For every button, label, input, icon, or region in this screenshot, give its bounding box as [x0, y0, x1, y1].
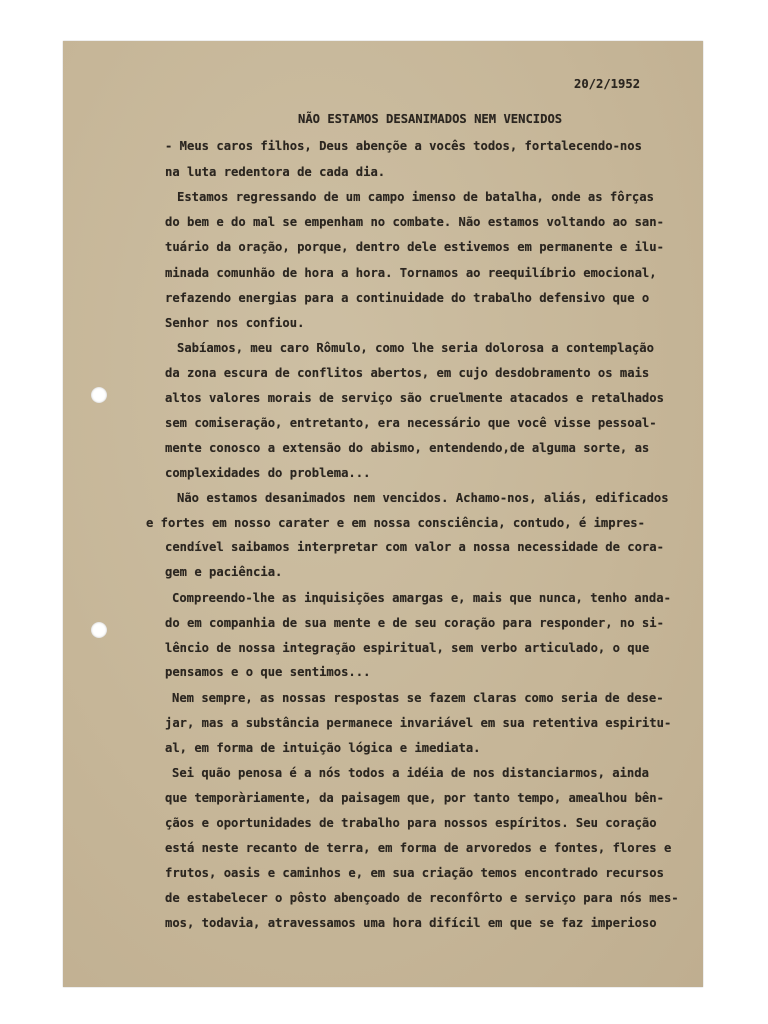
body-line: lêncio de nossa integração espiritual, sem verbo articulado, o que — [165, 641, 650, 655]
body-line: do em companhia de sua mente e de seu coração para responder, no si- — [165, 616, 664, 630]
body-line: complexidades do problema... — [165, 466, 371, 480]
body-line: al, em forma de intuição lógica e imediata. — [165, 741, 481, 755]
body-line: refazendo energias para a continuidade do trabalho defensivo que o — [165, 291, 650, 305]
body-line: altos valores morais de serviço são cruelmente atacados e retalhados — [165, 391, 664, 405]
body-line: frutos, oasis e caminhos e, em sua criação temos encontrado recursos — [165, 866, 664, 880]
body-line: jar, mas a substância permanece invariável em sua retentiva espiritu- — [165, 716, 672, 730]
punch-hole-top — [91, 387, 107, 403]
body-line: Compreendo-lhe as inquisições amargas e, mais que nunca, tenho anda- — [172, 591, 671, 605]
body-line: mente conosco a extensão do abismo, entendendo,de alguma sorte, as — [165, 441, 650, 455]
body-line: Não estamos desanimados nem vencidos. Achamo-nos, aliás, edificados — [177, 491, 669, 505]
body-line: da zona escura de conflitos abertos, em cujo desdobramento os mais — [165, 366, 650, 380]
body-line: - Meus caros filhos, Deus abençõe a vocês todos, fortalecendo-nos — [165, 139, 642, 153]
body-line: gem e paciência. — [165, 565, 283, 579]
body-line: Estamos regressando de um campo imenso de batalha, onde as fôrças — [177, 190, 654, 204]
body-line: na luta redentora de cada dia. — [165, 165, 386, 179]
body-line: Senhor nos confiou. — [165, 316, 305, 330]
body-line: do bem e do mal se empenham no combate. Não estamos voltando ao san- — [165, 215, 664, 229]
body-line: está neste recanto de terra, em forma de arvoredos e fontes, flores e — [165, 841, 672, 855]
body-line: pensamos e o que sentimos... — [165, 665, 371, 679]
punch-hole-bottom — [91, 622, 107, 638]
body-line: Nem sempre, as nossas respostas se fazem claras como seria de dese- — [172, 691, 664, 705]
body-line: minada comunhão de hora a hora. Tornamos ao reequilíbrio emocional, — [165, 266, 657, 280]
body-line: Sabíamos, meu caro Rômulo, como lhe seria dolorosa a contemplação — [177, 341, 654, 355]
body-line: Sei quão penosa é a nós todos a idéia de nos distanciarmos, ainda — [172, 766, 649, 780]
body-line: sem comiseração, entretanto, era necessário que você visse pessoal- — [165, 416, 657, 430]
document-title: NÃO ESTAMOS DESANIMADOS NEM VENCIDOS — [298, 112, 563, 126]
body-line: que temporàriamente, da paisagem que, por tanto tempo, amealhou bên- — [165, 791, 664, 805]
body-line: çãos e oportunidades de trabalho para nossos espíritos. Seu coração — [165, 816, 657, 830]
body-line: mos, todavia, atravessamos uma hora difícil em que se faz imperioso — [165, 916, 657, 930]
body-line: tuário da oração, porque, dentro dele estivemos em permanente e ilu- — [165, 240, 664, 254]
body-line: cendível saibamos interpretar com valor a nossa necessidade de cora- — [165, 540, 664, 554]
body-line: de estabelecer o pôsto abençoado de reconfôrto e serviço para nós mes- — [165, 891, 679, 905]
document-date: 20/2/1952 — [574, 77, 641, 91]
body-line: e fortes em nosso carater e em nossa consciência, contudo, é impres- — [146, 516, 645, 530]
